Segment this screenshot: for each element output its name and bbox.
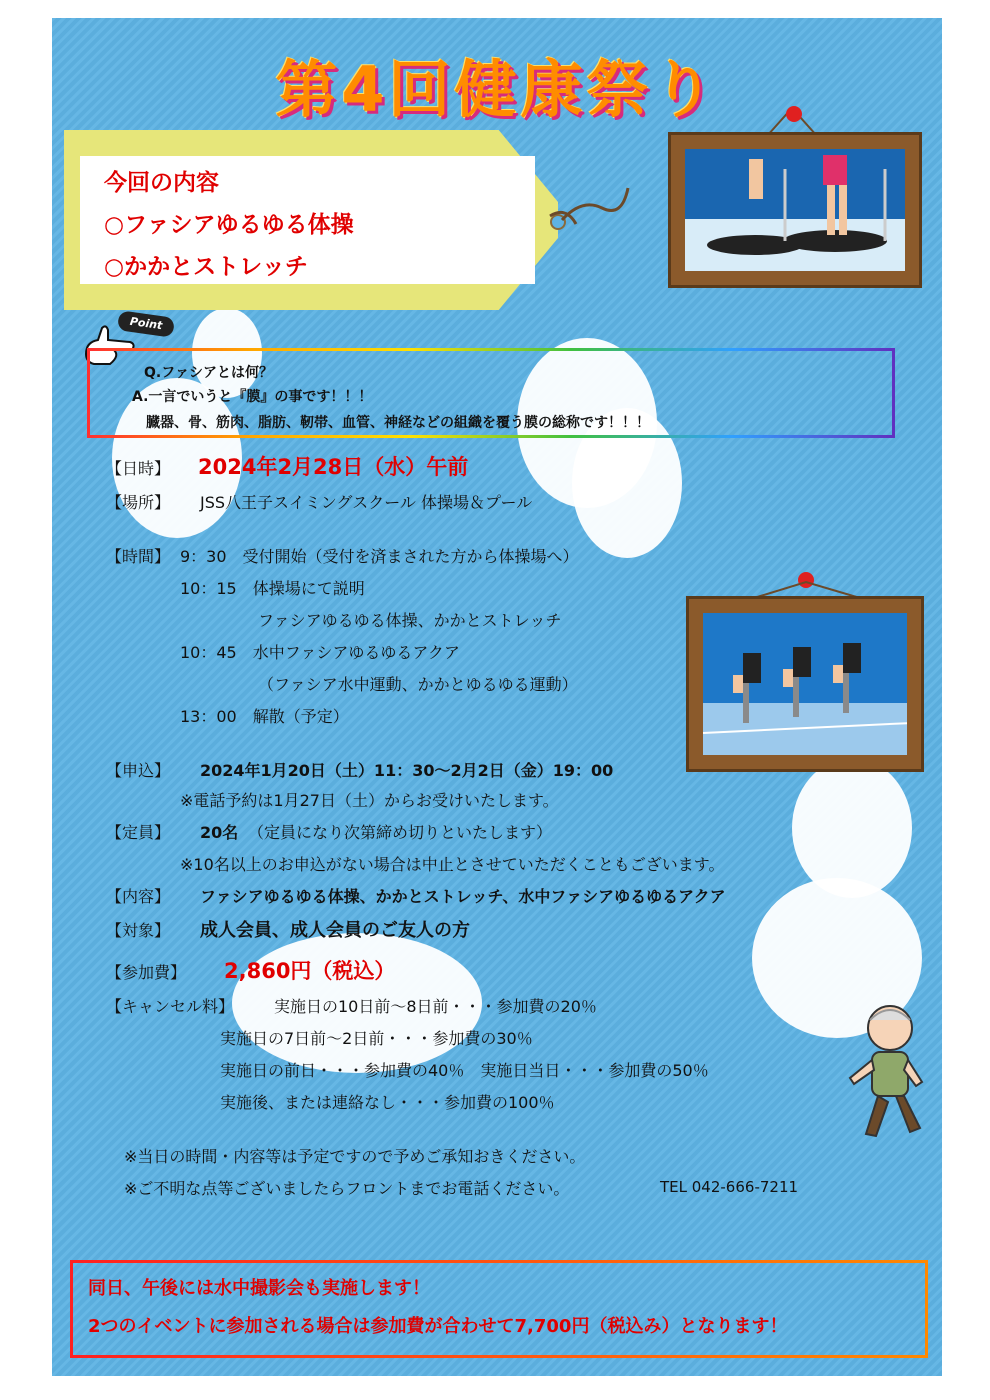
photo-frame-trampoline: [668, 132, 922, 288]
fee-value: 2,860円（税込）: [224, 959, 396, 983]
capacity-note: ※10名以上のお申込がない場合は中止とさせていただくこともございます。: [180, 855, 725, 874]
point-badge: Point: [117, 310, 175, 338]
cancel-row: 実施後、または連絡なし・・・参加費の100％: [220, 1093, 555, 1112]
tag-item: ○かかとストレッチ: [104, 254, 308, 280]
apply-note: ※電話予約は1月27日（土）からお受けいたします。: [180, 791, 559, 810]
afternoon-event-line: 同日、午後には水中撮影会も実施します！: [88, 1278, 430, 1299]
afternoon-event-line: 2つのイベントに参加される場合は参加費が合わせて7,700円（税込み）となります！: [88, 1316, 788, 1337]
page-title: 第4回健康祭り: [275, 53, 719, 126]
qa-answer: A.一言でいうと『膜』の事です！！！: [132, 389, 373, 405]
schedule-label: 【時間】: [106, 547, 171, 566]
cloud: [792, 758, 912, 898]
fee-label: 【参加費】: [106, 963, 187, 982]
cancel-row: 実施日の前日・・・参加費の40％ 実施日当日・・・参加費の50％: [220, 1061, 709, 1080]
tag-item: ○ファシアゆるゆる体操: [104, 212, 354, 238]
walking-elder-icon: [840, 998, 930, 1148]
tag-string-icon: [542, 168, 632, 238]
photo-underwater-trampoline: [685, 149, 905, 271]
schedule-row: 13：00 解散（予定）: [180, 707, 349, 726]
cancel-label: 【キャンセル料】: [106, 997, 235, 1016]
schedule-row: 10：15 体操場にて説明: [180, 579, 365, 598]
schedule-row: 9：30 受付開始（受付を済まされた方から体操場へ）: [180, 547, 579, 566]
target-label: 【対象】: [106, 921, 171, 940]
content-value: ファシアゆるゆる体操、かかとストレッチ、水中ファシアゆるゆるアクア: [200, 887, 726, 906]
date-value: 2024年2月28日（水）午前: [198, 455, 469, 479]
date-label: 【日時】: [106, 459, 171, 478]
target-value: 成人会員、成人会員のご友人の方: [200, 920, 470, 941]
capacity-label: 【定員】: [106, 823, 171, 842]
place-label: 【場所】: [106, 493, 171, 512]
content-label: 【内容】: [106, 887, 171, 906]
note-line: ※ご不明な点等ございましたらフロントまでお電話ください。: [124, 1179, 570, 1198]
schedule-row: ファシアゆるゆる体操、かかとストレッチ: [258, 611, 562, 630]
apply-label: 【申込】: [106, 761, 171, 780]
note-line: ※当日の時間・内容等は予定ですので予めご承知おきください。: [124, 1147, 586, 1166]
poster: [52, 18, 942, 1376]
qa-detail: 臓器、骨、筋肉、脂肪、靭帯、血管、神経などの組織を覆う膜の総称です！！！: [146, 415, 650, 431]
cancel-row: 実施日の10日前〜8日前・・・参加費の20％: [274, 997, 597, 1016]
pin-icon: [786, 106, 802, 122]
qa-question: Q.ファシアとは何？: [144, 365, 273, 381]
photo-aqua-bike: [703, 613, 907, 755]
place-value: JSS八王子スイミングスクール 体操場＆プール: [200, 493, 533, 512]
schedule-row: 10：45 水中ファシアゆるゆるアクア: [180, 643, 460, 662]
tag-heading: 今回の内容: [104, 170, 219, 196]
apply-value: 2024年1月20日（土）11：30〜2月2日（金）19：00: [200, 761, 614, 780]
schedule-row: （ファシア水中運動、かかとゆるゆる運動）: [258, 675, 578, 694]
photo-frame-aqua-bike: [686, 596, 924, 772]
tel-number: TEL 042-666-7211: [660, 1178, 799, 1196]
cancel-row: 実施日の7日前〜2日前・・・参加費の30％: [220, 1029, 533, 1048]
capacity-value: 20名: [200, 823, 239, 842]
capacity-value-note: （定員になり次第締め切りといたします）: [248, 823, 553, 842]
